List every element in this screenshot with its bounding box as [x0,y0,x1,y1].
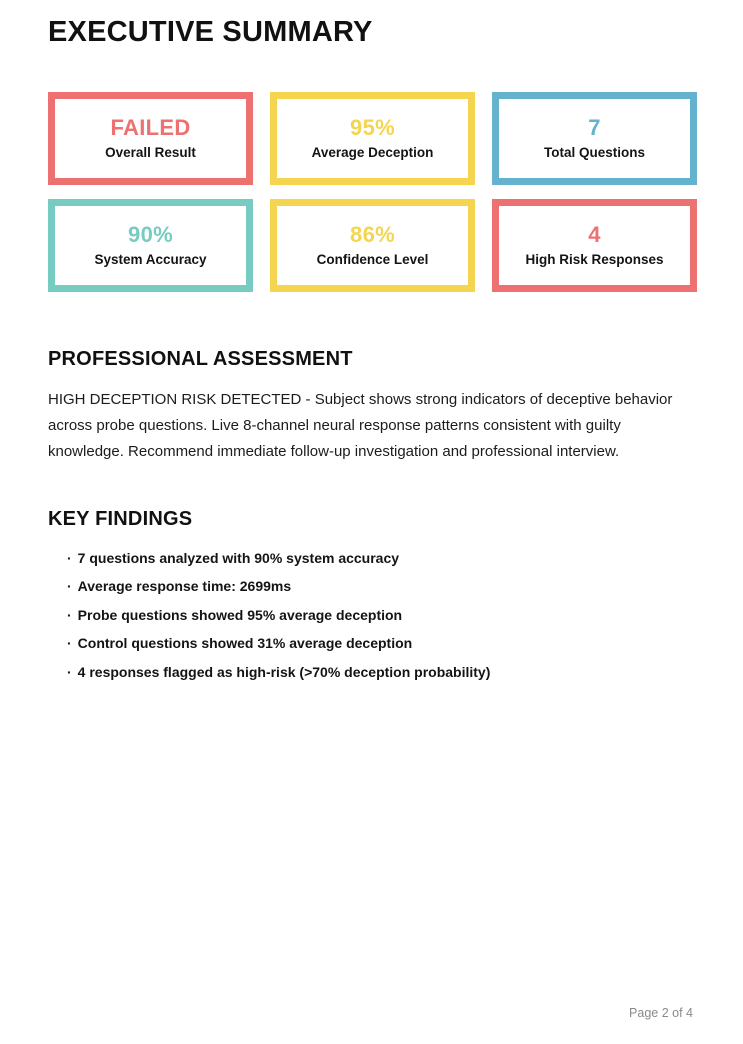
metric-label: Confidence Level [316,252,429,268]
metric-value: 4 [588,222,601,248]
metric-card-total-questions [492,92,697,185]
finding-text: 4 responses flagged as high-risk (>70% deception probability) [77,663,491,680]
metric-card-system-accuracy [48,199,253,292]
assessment-body-text: HIGH DECEPTION RISK DETECTED - Subject shows strong indicators of deceptive behavior across probe questions. Live 8-channel neural response patterns consistent with guilty knowledge. Recommend immediate follow-up investigation and professional interview. [48,390,673,460]
metric-value: 86% [350,222,395,248]
page-title: EXECUTIVE SUMMARY [48,16,373,48]
finding-item [67,665,697,679]
findings-heading: KEY FINDINGS [48,507,193,530]
bullet-icon: · [67,578,72,595]
finding-text: Average response time: 2699ms [77,578,292,595]
finding-text: Control questions showed 31% average deception [77,635,413,652]
findings-list [48,551,697,679]
metric-label: Total Questions [543,145,645,161]
metric-card-high-risk-responses [492,199,697,292]
metric-label: High Risk Responses [525,252,664,268]
finding-text: Probe questions showed 95% average deception [77,606,403,623]
metric-label: System Accuracy [94,252,207,268]
metric-value: 7 [588,115,601,141]
finding-item [67,636,697,650]
page-number: Page 2 of 4 [629,1005,693,1020]
metric-label: Overall Result [105,145,196,161]
finding-item [67,551,697,565]
metric-cards-grid [48,92,697,292]
bullet-icon: · [67,606,72,623]
metric-value: 95% [350,115,395,141]
metric-value: 90% [128,222,173,248]
metric-card-confidence-level [270,199,475,292]
metric-value: FAILED [110,115,191,141]
metric-card-average-deception [270,92,475,185]
bullet-icon: · [67,549,72,566]
finding-item [67,579,697,593]
finding-item [67,608,697,622]
finding-text: 7 questions analyzed with 90% system accuracy [77,549,400,566]
bullet-icon: · [67,663,72,680]
metric-card-overall-result [48,92,253,185]
assessment-heading: PROFESSIONAL ASSESSMENT [48,347,353,370]
metric-label: Average Deception [311,145,434,161]
bullet-icon: · [67,635,72,652]
